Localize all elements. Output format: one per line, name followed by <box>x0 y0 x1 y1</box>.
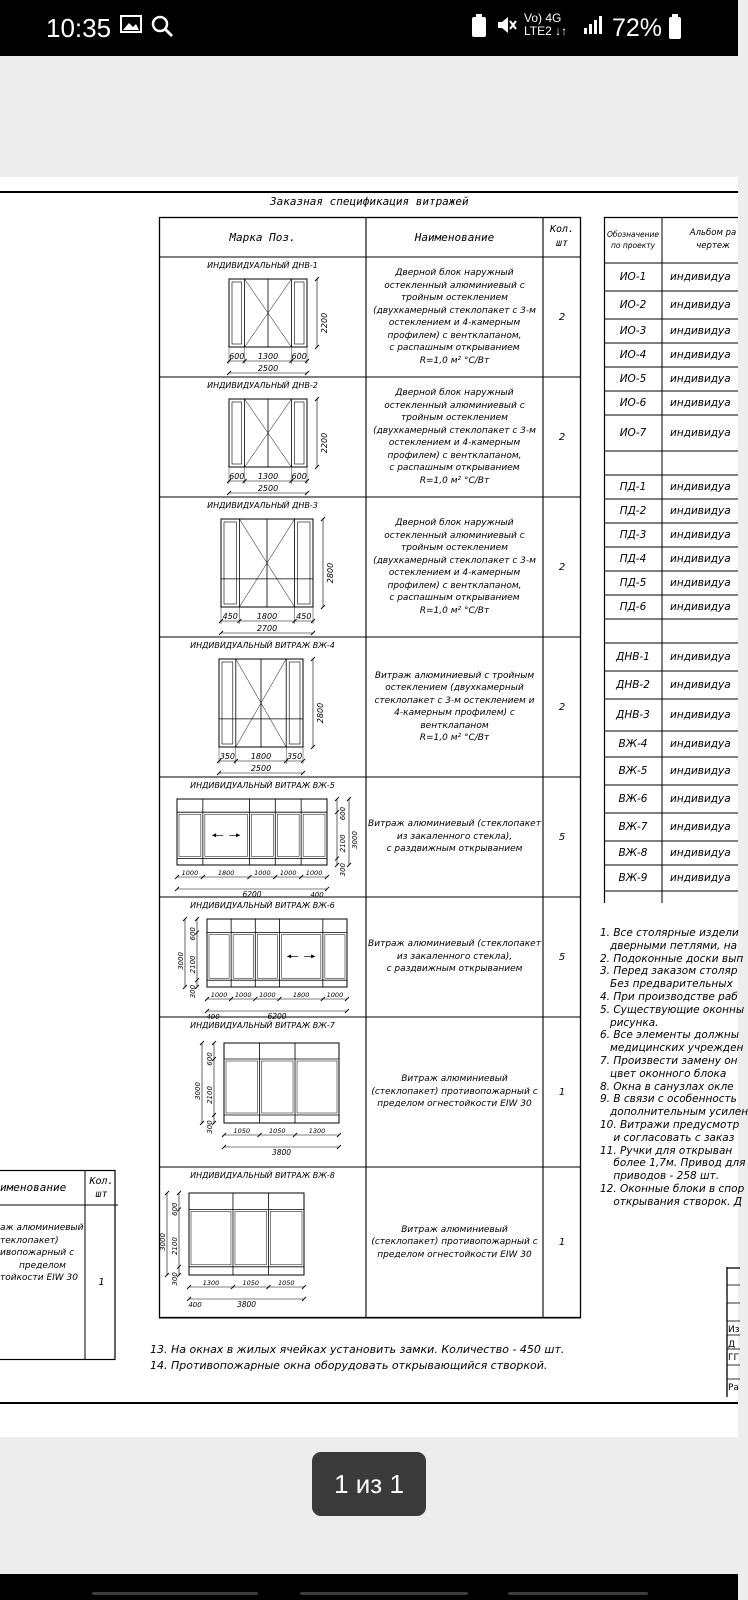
left-qty: 1 <box>98 1277 105 1288</box>
description-line: с распашным открыванием <box>389 463 520 473</box>
row-description-text <box>374 670 534 745</box>
right-album: индивидуа <box>670 709 731 721</box>
dimension-label: 2100 <box>206 1086 214 1104</box>
dimension-label: 600 <box>171 1202 179 1216</box>
right-code: ВЖ-5 <box>618 765 648 777</box>
note-line: 8. Окна в санузлах окле <box>600 1080 734 1093</box>
dimension-label: 400 <box>310 891 324 899</box>
row-description-text <box>371 1224 537 1262</box>
right-album: индивидуа <box>670 553 731 565</box>
battery-icon <box>668 14 682 46</box>
row-qty: 2 <box>558 561 566 573</box>
left-description <box>0 1222 85 1285</box>
right-album: индивидуа <box>670 847 731 859</box>
right-album: индивидуа <box>670 529 731 541</box>
dimension-label: 1000 <box>234 991 252 999</box>
right-code <box>604 451 662 475</box>
right-code: ПД-4 <box>619 553 647 565</box>
right-code: ВЖ-9 <box>618 872 648 884</box>
bottom-note-line: 14. Противопожарные окна оборудовать открывающийся створкой. <box>150 1359 548 1372</box>
right-album: индивидуа <box>670 793 731 805</box>
right-album: индивидуа <box>670 373 731 385</box>
dimension-label: 1300 <box>202 1279 220 1287</box>
note-line: 5. Существующие оконны <box>600 1003 745 1016</box>
note-line: открывания створок. Д <box>600 1195 742 1208</box>
stamp-label: Д <box>728 1340 736 1350</box>
row-mark: ИНДИВИДУАЛЬНЫЙ ВИТРАЖ ВЖ-6 <box>190 901 335 910</box>
dimension-label: 1300 <box>308 1127 326 1135</box>
dimension-label: 2800 <box>326 562 335 584</box>
description-line: теклопакет) <box>0 1235 59 1246</box>
row-description-text <box>373 517 536 617</box>
battery-percent: 72% <box>612 14 663 42</box>
stamp-label: ГГ <box>728 1353 739 1363</box>
right-album: индивидуа <box>670 738 731 750</box>
description-line: остеклением и 4-камерным <box>388 568 521 578</box>
description-line: с распашным открыванием <box>389 343 520 353</box>
row-qty: 5 <box>558 831 566 843</box>
dimension-label: 3800 <box>236 1300 257 1309</box>
dimension-label: 1800 <box>292 991 310 999</box>
right-code: ВЖ-6 <box>618 793 648 805</box>
description-line: Витраж алюминиевый с тройным <box>374 670 535 681</box>
right-code: ПД-6 <box>619 601 647 613</box>
description-line: R=1,0 м² °С/Вт <box>419 475 490 486</box>
description-line: стеклопакет с 3-м остеклением и <box>374 695 535 706</box>
network-sub: LTE2 ↓↑ <box>524 24 568 38</box>
description-line: (двухкамерный стеклопакет с 3-м <box>373 555 536 566</box>
description-line: остекленный алюминиевый с <box>384 530 525 541</box>
dimension-label: 1800 <box>217 869 235 877</box>
nav-recents-area[interactable] <box>508 1592 648 1595</box>
window-drawing <box>217 657 325 775</box>
dimension-label: 1050 <box>277 1279 295 1287</box>
dimension-label: 600 <box>291 352 307 361</box>
header-name: Наименование <box>414 230 495 244</box>
row-description <box>366 637 543 777</box>
row-description <box>366 377 543 497</box>
dimension-label: 450 <box>222 612 238 621</box>
dimension-label: 6200 <box>242 890 262 899</box>
dimension-label: 600 <box>339 806 347 821</box>
header-mark: Марка Поз. <box>229 230 296 244</box>
dimension-label: 350 <box>219 752 236 761</box>
right-code: ВЖ-4 <box>618 738 648 750</box>
description-line: остеклением и 4-камерным <box>388 438 521 448</box>
stamp-label: Ра <box>728 1383 739 1393</box>
description-line: тройным остеклением <box>401 293 508 303</box>
description-line: из закаленного стекла), <box>396 831 513 842</box>
dimension-label: 1800 <box>256 612 278 621</box>
dimension-label: 400 <box>206 1013 220 1021</box>
description-line: R=1,0 м² °С/Вт <box>419 733 490 743</box>
document-title: Заказная спецификация витражей <box>270 195 469 208</box>
document-page <box>0 177 748 1437</box>
description-line: пределом огнестойкости EIW 30 <box>377 1099 532 1110</box>
note-line: цвет оконного блока <box>600 1067 727 1080</box>
row-mark: ИНДИВИДУАЛЬНЫЙ ДНВ-1 <box>207 261 318 270</box>
window-drawing <box>177 917 349 1021</box>
battery-saver-icon <box>470 14 488 44</box>
dimension-label: 300 <box>189 984 197 999</box>
dimension-label: 1300 <box>257 352 279 361</box>
description-line: тойкости EIW 30 <box>0 1273 78 1283</box>
note-line: 7. Произвести замену он <box>600 1054 738 1067</box>
right-spec-table <box>604 217 738 903</box>
description-line: Дверной блок наружный <box>395 268 514 278</box>
right-album: индивидуа <box>670 481 731 493</box>
dimension-label: 1000 <box>254 869 271 877</box>
dimension-label: 300 <box>339 863 347 877</box>
dimension-label: 400 <box>188 1301 202 1309</box>
row-mark: ИНДИВИДУАЛЬНЫЙ ВИТРАЖ ВЖ-5 <box>190 781 335 790</box>
dimension-label: 2500 <box>250 764 272 773</box>
row-description <box>366 257 543 377</box>
status-bar <box>0 0 738 56</box>
mute-icon <box>496 14 518 42</box>
note-line: Без предварительных <box>600 978 733 991</box>
row-mark: ИНДИВИДУАЛЬНЫЙ ДНВ-2 <box>207 381 318 390</box>
right-code: ПД-5 <box>619 577 647 589</box>
right-code: ИО-3 <box>619 325 647 337</box>
right-album: индивидуа <box>670 325 731 337</box>
note-line: медицинских учрежден <box>600 1042 744 1055</box>
dimension-label: 300 <box>171 1272 179 1286</box>
header-qty: Кол. шт <box>549 224 575 249</box>
row-mark: ИНДИВИДУАЛЬНЫЙ ДНВ-3 <box>207 501 318 510</box>
right-album: индивидуа <box>670 397 731 409</box>
right-album: индивидуа <box>670 601 731 613</box>
dimension-label: 600 <box>206 1052 214 1066</box>
description-line: ивопожарный с <box>0 1248 75 1258</box>
right-code: ВЖ-7 <box>618 821 648 833</box>
dimension-label: 1000 <box>279 869 297 877</box>
right-album: индивидуа <box>670 821 731 833</box>
dimension-label: 1000 <box>305 869 323 877</box>
description-line: остекленный алюминиевый с <box>384 280 525 291</box>
page-indicator: 1 из 1 <box>312 1452 426 1516</box>
dimension-label: 1000 <box>259 991 276 999</box>
dimension-label: 3000 <box>351 831 359 849</box>
description-line: (двухкамерный стеклопакет с 3-м <box>373 305 536 316</box>
right-code: ПД-1 <box>619 481 647 493</box>
description-line: (стеклопакет) противопожарный с <box>371 1086 538 1097</box>
row-description <box>366 1167 543 1318</box>
window-drawing <box>227 277 329 375</box>
right-notes <box>600 927 748 1209</box>
right-album: индивидуа <box>670 651 731 663</box>
dimension-label: 600 <box>189 927 197 941</box>
dimension-label: 6200 <box>267 1012 287 1021</box>
dimension-label: 2200 <box>320 432 329 454</box>
row-description-text <box>373 387 536 487</box>
left-header-qty: Кол. шт <box>89 1175 114 1200</box>
dimension-label: 1000 <box>181 869 199 877</box>
row-qty: 2 <box>558 701 566 713</box>
right-code: ПД-2 <box>619 505 647 517</box>
title-block-fragment <box>726 1267 738 1397</box>
right-code: ДНВ-3 <box>616 709 650 721</box>
window-drawing <box>219 517 335 635</box>
spec-table <box>159 217 581 1318</box>
description-line: Витраж алюминиевый (стеклопакет <box>368 939 541 950</box>
note-line: рисунка. <box>600 1016 659 1029</box>
navigation-bar <box>0 1574 738 1600</box>
description-line: Дверной блок наружный <box>395 388 514 398</box>
right-code: ВЖ-8 <box>618 847 648 859</box>
description-line: остеклением (двухкамерный <box>385 683 524 693</box>
description-line: с раздвижным открыванием <box>386 964 523 975</box>
note-line: 6. Все элементы должны <box>600 1029 740 1042</box>
note-line: 3. Перед заказом столяр <box>600 965 738 978</box>
description-line: пределом <box>19 1260 66 1271</box>
nav-home-area[interactable] <box>300 1592 468 1595</box>
dimension-label: 3000 <box>194 1082 202 1100</box>
dimension-label: 1800 <box>250 752 272 761</box>
network-type: Vo) 4G <box>524 11 562 25</box>
right-album: индивидуа <box>670 427 731 439</box>
dimension-label: 3000 <box>177 952 185 970</box>
right-code: ИО-1 <box>619 271 647 283</box>
row-mark: ИНДИВИДУАЛЬНЫЙ ВИТРАЖ ВЖ-7 <box>190 1021 335 1030</box>
row-description <box>366 897 543 1017</box>
dimension-label: 2100 <box>339 834 347 853</box>
row-qty: 5 <box>558 951 566 963</box>
dimension-label: 1050 <box>233 1127 251 1135</box>
description-line: профилем) с вентклапаном, <box>387 330 522 341</box>
nav-back-area[interactable] <box>92 1592 258 1595</box>
description-line: остеклением и 4-камерным <box>388 318 521 328</box>
right-code: ДНВ-1 <box>616 651 650 663</box>
right-code: ИО-4 <box>619 349 647 361</box>
description-line: R=1,0 м² °С/Вт <box>419 355 490 366</box>
row-description-text <box>368 818 541 856</box>
right-album: индивидуа <box>670 299 731 311</box>
right-code: ИО-7 <box>619 427 647 439</box>
description-line: 4-камерным профилем) с <box>394 708 515 718</box>
row-description <box>366 777 543 897</box>
status-time: 10:35 <box>46 13 112 43</box>
right-header-code: Обозначение по проекту <box>606 230 660 250</box>
right-code <box>604 619 662 643</box>
row-description-text <box>371 1073 537 1111</box>
right-album: индивидуа <box>670 872 731 884</box>
row-qty: 1 <box>558 1237 566 1248</box>
left-header-name: именование <box>0 1181 67 1194</box>
row-qty: 2 <box>558 431 566 443</box>
row-qty: 1 <box>558 1086 566 1098</box>
note-line: 12. Оконные блоки в спор <box>600 1182 745 1195</box>
note-line: приводов - 258 шт. <box>600 1170 720 1183</box>
description-line: Витраж алюминиевый <box>401 1224 508 1235</box>
bottom-notes <box>150 1342 564 1374</box>
right-code: ПД-3 <box>619 529 647 541</box>
description-line: (стеклопакет) противопожарный с <box>371 1237 538 1248</box>
left-partial-table <box>0 1170 118 1360</box>
network-indicator <box>524 12 567 38</box>
description-line: Витраж алюминиевый (стеклопакет <box>368 819 541 830</box>
dimension-label: 3800 <box>271 1148 292 1157</box>
note-line: 11. Ручки для открыван <box>600 1144 733 1157</box>
dimension-label: 3000 <box>159 1233 167 1251</box>
note-line: 1. Все столярные издели <box>600 927 739 939</box>
dimension-label: 2800 <box>316 702 325 724</box>
dimension-label: 450 <box>296 612 312 621</box>
bottom-note-line: 13. На окнах в жилых ячейках установить замки. Количество - 450 шт. <box>150 1343 565 1356</box>
right-album: индивидуа <box>670 505 731 517</box>
description-line: R=1,0 м² °С/Вт <box>419 605 490 616</box>
description-line: тройным остеклением <box>401 413 508 423</box>
note-line: 2. Подоконные доски вып <box>600 952 744 965</box>
description-line: вентклапаном <box>420 720 489 731</box>
description-line: остекленный алюминиевый с <box>384 400 525 411</box>
row-mark: ИНДИВИДУАЛЬНЫЙ ВИТРАЖ ВЖ-4 <box>190 641 335 650</box>
dimension-label: 1000 <box>210 991 228 999</box>
row-description <box>366 497 543 637</box>
right-code: ИО-2 <box>619 299 647 311</box>
right-album: индивидуа <box>670 679 731 691</box>
dimension-label: 2500 <box>257 364 279 373</box>
note-line: и согласовать с заказ <box>600 1131 735 1144</box>
note-line: дверными петлями, на <box>600 939 738 952</box>
description-line: с раздвижным открыванием <box>386 844 523 855</box>
signal-icon <box>582 14 604 42</box>
window-drawing <box>227 397 329 495</box>
window-drawing <box>159 1191 306 1309</box>
row-description-text <box>373 267 536 367</box>
row-description <box>366 1017 543 1167</box>
stamp-label: Из <box>728 1325 740 1335</box>
dimension-label: 600 <box>229 472 245 481</box>
description-line: пределом огнестойкости EIW 30 <box>377 1249 532 1260</box>
note-line: 4. При производстве раб <box>600 990 738 1003</box>
right-code: ИО-5 <box>619 373 647 385</box>
note-line: дополнительным усилен <box>600 1106 748 1119</box>
row-description-text <box>368 938 541 976</box>
search-icon <box>150 14 174 44</box>
description-line: аж алюминиевый <box>0 1223 84 1233</box>
description-line: Витраж алюминиевый <box>401 1074 508 1085</box>
dimension-label: 2500 <box>257 484 279 493</box>
window-drawing <box>175 797 359 899</box>
note-line: более 1,7м. Привод для <box>600 1157 746 1170</box>
dimension-label: 300 <box>206 1120 214 1134</box>
right-album: индивидуа <box>670 271 731 283</box>
right-album: индивидуа <box>670 349 731 361</box>
dimension-label: 350 <box>286 752 303 761</box>
description-line: с распашным открыванием <box>389 593 520 603</box>
dimension-label: 2100 <box>171 1237 179 1256</box>
note-line: 9. В связи с особенность <box>600 1093 737 1106</box>
row-mark: ИНДИВИДУАЛЬНЫЙ ВИТРАЖ ВЖ-8 <box>190 1171 335 1180</box>
dimension-label: 1050 <box>242 1279 260 1287</box>
dimension-label: 2200 <box>320 312 329 334</box>
dimension-label: 600 <box>229 352 245 361</box>
note-line: 10. Витражи предусмотр <box>600 1118 740 1131</box>
right-code: ИО-6 <box>619 397 647 409</box>
description-line: Дверной блок наружный <box>395 518 514 528</box>
dimension-label: 2700 <box>256 624 278 633</box>
right-header-album: Альбом ра чертеж <box>689 228 737 251</box>
right-album: индивидуа <box>670 765 731 777</box>
dimension-label: 1050 <box>268 1127 286 1135</box>
window-drawing <box>194 1041 341 1157</box>
description-line: профилем) с вентклапаном, <box>387 450 522 461</box>
dimension-label: 1300 <box>257 472 279 481</box>
description-line: из закаленного стекла), <box>396 951 513 962</box>
row-qty: 2 <box>558 311 566 323</box>
description-line: тройным остеклением <box>401 543 508 553</box>
dimension-label: 1000 <box>326 991 344 999</box>
right-code: ДНВ-2 <box>616 679 650 691</box>
description-line: профилем) с вентклапаном, <box>387 580 522 591</box>
description-line: (двухкамерный стеклопакет с 3-м <box>373 425 536 436</box>
right-album: индивидуа <box>670 577 731 589</box>
dimension-label: 600 <box>291 472 307 481</box>
gallery-icon <box>120 14 142 40</box>
dimension-label: 2100 <box>189 955 197 974</box>
